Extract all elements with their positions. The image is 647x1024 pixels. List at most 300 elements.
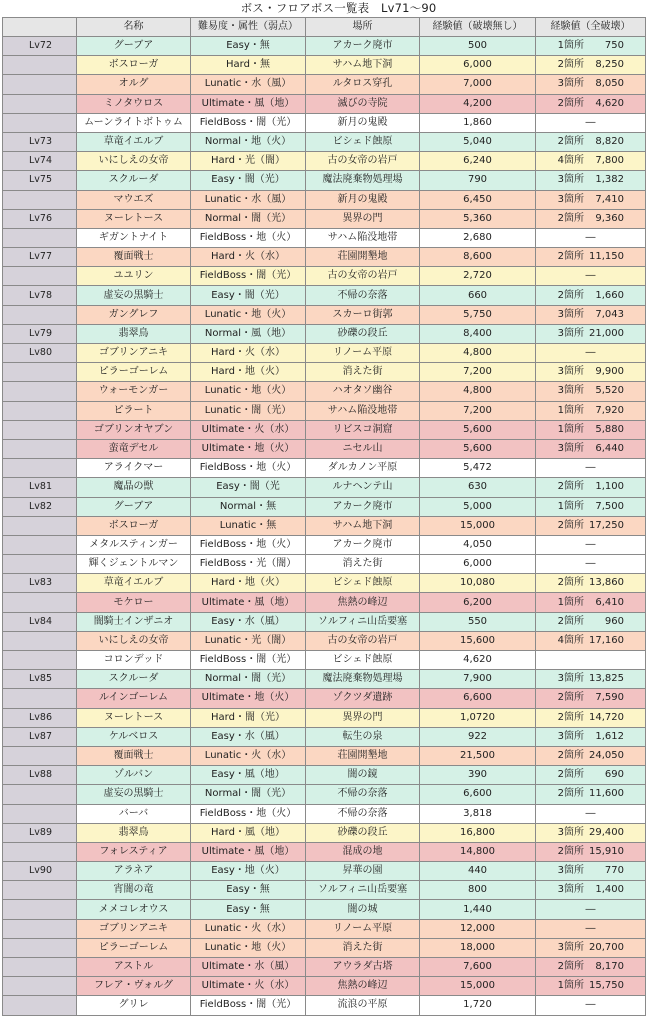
level-cell: Lv86	[3, 708, 77, 727]
xp-full-break-cell: ―	[536, 535, 646, 554]
table-row	[3, 670, 646, 689]
break-count: 2箇所	[557, 212, 584, 224]
break-count: 2箇所	[557, 788, 584, 800]
difficulty-cell: Ultimate・水（風）	[191, 958, 306, 977]
place-cell: アカーク廃市	[306, 535, 420, 554]
difficulty-cell: Lunatic・地（火）	[191, 305, 306, 324]
header-level	[3, 18, 77, 37]
level-cell	[3, 420, 77, 439]
table-row	[3, 94, 646, 113]
difficulty-cell: Lunatic・火（水）	[191, 746, 306, 765]
break-count: 3箇所	[557, 327, 584, 339]
xp-full-break-value: 8,170	[595, 961, 624, 973]
level-cell	[3, 919, 77, 938]
level-cell	[3, 958, 77, 977]
xp-no-break-cell: 6,000	[420, 555, 536, 574]
level-cell	[3, 689, 77, 708]
difficulty-cell: Lunatic・光（闇）	[191, 631, 306, 650]
difficulty-cell: Lunatic・地（火）	[191, 938, 306, 957]
break-count: 3箇所	[557, 308, 584, 320]
difficulty-cell: Ultimate・風（地）	[191, 94, 306, 113]
boss-name-cell: グーブア	[77, 497, 191, 516]
boss-name-cell: 闇騎士インザニオ	[77, 612, 191, 631]
xp-full-break-cell	[536, 439, 646, 458]
xp-full-break-value: 20,700	[589, 941, 624, 953]
place-cell: ビシェド蝕原	[306, 651, 420, 670]
xp-no-break-cell: 5,600	[420, 439, 536, 458]
boss-name-cell: グリレ	[77, 996, 191, 1015]
boss-name-cell: ギガントナイト	[77, 228, 191, 247]
level-cell: Lv81	[3, 478, 77, 497]
xp-full-break-cell	[536, 881, 646, 900]
table-row	[3, 555, 646, 574]
boss-name-cell: フォレスティア	[77, 842, 191, 861]
place-cell: 混成の地	[306, 842, 420, 861]
xp-no-break-cell: 5,600	[420, 420, 536, 439]
level-cell	[3, 363, 77, 382]
level-cell: Lv73	[3, 132, 77, 151]
difficulty-cell: Ultimate・地（火）	[191, 689, 306, 708]
xp-full-break-cell: ―	[536, 996, 646, 1015]
level-cell	[3, 228, 77, 247]
boss-name-cell: バーバ	[77, 804, 191, 823]
difficulty-cell: FieldBoss・地（火）	[191, 535, 306, 554]
boss-name-cell: ゴブリンアニキ	[77, 344, 191, 363]
table-row	[3, 727, 646, 746]
xp-no-break-cell: 15,000	[420, 516, 536, 535]
xp-full-break-cell	[536, 727, 646, 746]
xp-full-break-cell	[536, 56, 646, 75]
difficulty-cell: Ultimate・地（火）	[191, 439, 306, 458]
difficulty-cell: Hard・無	[191, 56, 306, 75]
place-cell: 消えた街	[306, 938, 420, 957]
place-cell: 新月の鬼殿	[306, 113, 420, 132]
difficulty-cell: Easy・闇（光	[191, 478, 306, 497]
table-row	[3, 37, 646, 56]
level-cell	[3, 75, 77, 94]
difficulty-cell: Lunatic・闇（光）	[191, 401, 306, 420]
table-row	[3, 171, 646, 190]
place-cell: 古の女帝の岩戸	[306, 152, 420, 171]
xp-full-break-cell	[536, 785, 646, 804]
table-row	[3, 305, 646, 324]
place-cell: 不帰の奈落	[306, 804, 420, 823]
xp-full-break-value: 29,400	[589, 826, 624, 838]
break-count: 3箇所	[557, 443, 584, 455]
xp-no-break-cell: 4,800	[420, 344, 536, 363]
difficulty-cell: Ultimate・風（地）	[191, 593, 306, 612]
break-count: 3箇所	[557, 193, 584, 205]
xp-no-break-cell: 390	[420, 766, 536, 785]
table-row	[3, 689, 646, 708]
xp-full-break-value: 5,880	[595, 423, 624, 435]
xp-no-break-cell: 922	[420, 727, 536, 746]
break-count: 3箇所	[557, 826, 584, 838]
xp-no-break-cell: 1,0720	[420, 708, 536, 727]
xp-no-break-cell: 5,040	[420, 132, 536, 151]
difficulty-cell: Easy・無	[191, 37, 306, 56]
level-cell: Lv89	[3, 823, 77, 842]
break-count: 2箇所	[557, 615, 584, 627]
xp-no-break-cell: 7,200	[420, 401, 536, 420]
table-row	[3, 56, 646, 75]
xp-full-break-cell	[536, 689, 646, 708]
header-xp-full-break: 経験値（全破壊）	[536, 18, 646, 37]
difficulty-cell: FieldBoss・闇（光）	[191, 267, 306, 286]
place-cell: ビシェド蝕原	[306, 132, 420, 151]
level-cell	[3, 516, 77, 535]
table-row	[3, 286, 646, 305]
level-cell	[3, 382, 77, 401]
table-row	[3, 190, 646, 209]
level-cell	[3, 651, 77, 670]
place-cell: 闇の鏡	[306, 766, 420, 785]
xp-full-break-cell: ―	[536, 900, 646, 919]
place-cell: 転生の泉	[306, 727, 420, 746]
break-count: 3箇所	[557, 884, 584, 896]
break-count: 3箇所	[557, 865, 584, 877]
table-row	[3, 708, 646, 727]
boss-name-cell: ユユリン	[77, 267, 191, 286]
table-row	[3, 574, 646, 593]
place-cell: 焦熱の峰辺	[306, 593, 420, 612]
xp-no-break-cell: 6,450	[420, 190, 536, 209]
level-cell	[3, 900, 77, 919]
xp-full-break-value: 9,900	[595, 366, 624, 378]
break-count: 3箇所	[557, 941, 584, 953]
level-cell: Lv87	[3, 727, 77, 746]
xp-full-break-value: 21,000	[589, 327, 624, 339]
xp-no-break-cell: 440	[420, 862, 536, 881]
boss-name-cell: 覆面戦士	[77, 746, 191, 765]
xp-full-break-value: 7,410	[595, 193, 624, 205]
table-row	[3, 938, 646, 957]
table-row	[3, 497, 646, 516]
table-row	[3, 996, 646, 1015]
xp-no-break-cell: 21,500	[420, 746, 536, 765]
table-row	[3, 977, 646, 996]
place-cell: 異界の門	[306, 209, 420, 228]
xp-full-break-cell	[536, 977, 646, 996]
level-cell: Lv83	[3, 574, 77, 593]
xp-full-break-value: 690	[604, 769, 624, 781]
place-cell: 流浪の平原	[306, 996, 420, 1015]
table-row	[3, 535, 646, 554]
xp-full-break-value: 5,520	[595, 385, 624, 397]
break-count: 2箇所	[557, 577, 584, 589]
xp-full-break-cell	[536, 938, 646, 957]
level-cell: Lv75	[3, 171, 77, 190]
table-row	[3, 900, 646, 919]
place-cell: サハム陥没地帯	[306, 228, 420, 247]
xp-full-break-value: 11,150	[589, 251, 624, 263]
break-count: 2箇所	[557, 750, 584, 762]
xp-full-break-value: 7,590	[595, 692, 624, 704]
xp-full-break-cell: ―	[536, 919, 646, 938]
place-cell: 魔法廃棄物処理場	[306, 670, 420, 689]
level-cell: Lv90	[3, 862, 77, 881]
difficulty-cell: Hard・地（火）	[191, 363, 306, 382]
xp-full-break-value: 8,250	[595, 59, 624, 71]
xp-full-break-cell	[536, 286, 646, 305]
boss-name-cell: 蛮竜デセル	[77, 439, 191, 458]
header-difficulty: 難易度・属性（弱点）	[191, 18, 306, 37]
xp-full-break-value: 15,750	[589, 980, 624, 992]
place-cell: アカーク廃市	[306, 497, 420, 516]
boss-name-cell: ウォーモンガー	[77, 382, 191, 401]
xp-full-break-value: 1,660	[595, 289, 624, 301]
level-cell	[3, 267, 77, 286]
boss-name-cell: 虚妄の黒騎士	[77, 286, 191, 305]
xp-no-break-cell: 14,800	[420, 842, 536, 861]
break-count: 2箇所	[557, 481, 584, 493]
level-cell: Lv85	[3, 670, 77, 689]
xp-full-break-cell	[536, 631, 646, 650]
level-cell: Lv88	[3, 766, 77, 785]
place-cell: サハム地下洞	[306, 56, 420, 75]
place-cell: 不帰の奈落	[306, 785, 420, 804]
level-cell	[3, 938, 77, 957]
xp-full-break-cell: ―	[536, 804, 646, 823]
difficulty-cell: Normal・無	[191, 497, 306, 516]
break-count: 4箇所	[557, 634, 584, 646]
xp-full-break-cell	[536, 958, 646, 977]
place-cell: ルタロス穿孔	[306, 75, 420, 94]
break-count: 1箇所	[557, 500, 584, 512]
break-count: 2箇所	[557, 59, 584, 71]
xp-full-break-value: 1,612	[595, 730, 624, 742]
xp-no-break-cell: 15,000	[420, 977, 536, 996]
page-title: ボス・フロアボス一覧表 Lv71〜90	[240, 1, 437, 15]
difficulty-cell: FieldBoss・闇（光）	[191, 651, 306, 670]
boss-name-cell: ムーンライトボトゥム	[77, 113, 191, 132]
difficulty-cell: Hard・火（水）	[191, 344, 306, 363]
xp-no-break-cell: 7,000	[420, 75, 536, 94]
break-count: 2箇所	[557, 97, 584, 109]
boss-name-cell: アラネア	[77, 862, 191, 881]
xp-no-break-cell: 5,750	[420, 305, 536, 324]
break-count: 3箇所	[557, 78, 584, 90]
place-cell: リビスコ洞窟	[306, 420, 420, 439]
boss-name-cell: 草竜イエルブ	[77, 574, 191, 593]
place-cell: アウラダ古塔	[306, 958, 420, 977]
level-cell	[3, 593, 77, 612]
table-row	[3, 516, 646, 535]
difficulty-cell: Normal・闇（光）	[191, 785, 306, 804]
table-row	[3, 132, 646, 151]
table-row	[3, 881, 646, 900]
xp-no-break-cell: 4,200	[420, 94, 536, 113]
xp-full-break-cell	[536, 190, 646, 209]
difficulty-cell: Easy・闇（光）	[191, 286, 306, 305]
boss-name-cell: ピラーゴーレム	[77, 363, 191, 382]
xp-no-break-cell: 15,600	[420, 631, 536, 650]
difficulty-cell: Lunatic・地（火）	[191, 382, 306, 401]
table-row	[3, 919, 646, 938]
table-row	[3, 958, 646, 977]
difficulty-cell: Lunatic・火（水）	[191, 919, 306, 938]
break-count: 3箇所	[557, 366, 584, 378]
boss-name-cell: ルインゴーレム	[77, 689, 191, 708]
place-cell: サハム地下洞	[306, 516, 420, 535]
break-count: 2箇所	[557, 845, 584, 857]
table-header-row	[3, 18, 646, 37]
break-count: 2箇所	[557, 711, 584, 723]
difficulty-cell: Easy・無	[191, 881, 306, 900]
break-count: 1箇所	[557, 596, 584, 608]
boss-name-cell: 翡翠鳥	[77, 823, 191, 842]
xp-full-break-cell: ―	[536, 459, 646, 478]
xp-no-break-cell: 6,600	[420, 785, 536, 804]
boss-name-cell: 草竜イエルブ	[77, 132, 191, 151]
level-cell	[3, 113, 77, 132]
header-place: 場所	[306, 18, 420, 37]
table-row	[3, 228, 646, 247]
place-cell: ソルフィニ山岳要塞	[306, 612, 420, 631]
table-row	[3, 267, 646, 286]
boss-name-cell: マウエズ	[77, 190, 191, 209]
place-cell: 滅びの寺院	[306, 94, 420, 113]
place-cell: 魔法廃棄物処理場	[306, 171, 420, 190]
boss-name-cell: ボスローガ	[77, 56, 191, 75]
boss-name-cell: ボスローガ	[77, 516, 191, 535]
xp-no-break-cell: 2,680	[420, 228, 536, 247]
boss-name-cell: ゴブリンオヤブン	[77, 420, 191, 439]
xp-full-break-cell	[536, 766, 646, 785]
xp-full-break-value: 7,920	[595, 404, 624, 416]
boss-name-cell: 覆面戦士	[77, 248, 191, 267]
break-count: 3箇所	[557, 385, 584, 397]
difficulty-cell: FieldBoss・地（火）	[191, 804, 306, 823]
table-row	[3, 382, 646, 401]
xp-full-break-value: 7,800	[595, 155, 624, 167]
place-cell: 消えた街	[306, 363, 420, 382]
break-count: 3箇所	[557, 174, 584, 186]
break-count: 1箇所	[557, 423, 584, 435]
xp-no-break-cell: 4,620	[420, 651, 536, 670]
boss-name-cell: オルグ	[77, 75, 191, 94]
table-row	[3, 75, 646, 94]
place-cell: スカーロ街郭	[306, 305, 420, 324]
xp-full-break-cell	[536, 248, 646, 267]
level-cell	[3, 459, 77, 478]
xp-full-break-value: 17,250	[589, 519, 624, 531]
break-count: 2箇所	[557, 769, 584, 781]
xp-full-break-cell: ―	[536, 113, 646, 132]
place-cell: ハオタソ幽谷	[306, 382, 420, 401]
boss-name-cell: コロンデッド	[77, 651, 191, 670]
place-cell: ビシェド蝕原	[306, 574, 420, 593]
xp-full-break-value: 6,410	[595, 596, 624, 608]
xp-full-break-cell	[536, 37, 646, 56]
level-cell: Lv84	[3, 612, 77, 631]
xp-no-break-cell: 660	[420, 286, 536, 305]
difficulty-cell: FieldBoss・地（火）	[191, 459, 306, 478]
break-count: 1箇所	[557, 980, 584, 992]
break-count: 3箇所	[557, 673, 584, 685]
xp-full-break-cell	[536, 171, 646, 190]
level-cell: Lv76	[3, 209, 77, 228]
xp-full-break-cell	[536, 324, 646, 343]
xp-full-break-value: 15,910	[589, 845, 624, 857]
xp-full-break-value: 13,860	[589, 577, 624, 589]
table-row	[3, 804, 646, 823]
xp-full-break-cell	[536, 401, 646, 420]
level-cell	[3, 305, 77, 324]
xp-full-break-cell	[536, 94, 646, 113]
level-cell	[3, 977, 77, 996]
difficulty-cell: Normal・闇（光）	[191, 670, 306, 689]
boss-table	[2, 17, 646, 1016]
difficulty-cell: Hard・光（闇）	[191, 152, 306, 171]
place-cell: 異界の門	[306, 708, 420, 727]
level-cell: Lv74	[3, 152, 77, 171]
xp-full-break-cell	[536, 612, 646, 631]
difficulty-cell: Normal・地（火）	[191, 132, 306, 151]
boss-name-cell: ゴブリンアニキ	[77, 919, 191, 938]
xp-no-break-cell: 10,080	[420, 574, 536, 593]
difficulty-cell: Hard・闇（光）	[191, 708, 306, 727]
boss-name-cell: ゾルバン	[77, 766, 191, 785]
boss-name-cell: メメコレオウス	[77, 900, 191, 919]
place-cell: ゾクツダ遺跡	[306, 689, 420, 708]
boss-name-cell: スクルーダ	[77, 171, 191, 190]
level-cell	[3, 746, 77, 765]
xp-full-break-cell	[536, 363, 646, 382]
place-cell: ソルフィニ山岳要塞	[306, 881, 420, 900]
xp-no-break-cell: 630	[420, 478, 536, 497]
place-cell: 闇の城	[306, 900, 420, 919]
difficulty-cell: Hard・風（地）	[191, 823, 306, 842]
boss-name-cell: 翡翠鳥	[77, 324, 191, 343]
xp-full-break-cell	[536, 132, 646, 151]
xp-full-break-value: 7,043	[595, 308, 624, 320]
xp-no-break-cell: 1,720	[420, 996, 536, 1015]
xp-full-break-value: 7,500	[595, 500, 624, 512]
place-cell: リノーム平原	[306, 919, 420, 938]
xp-no-break-cell: 4,050	[420, 535, 536, 554]
difficulty-cell: FieldBoss・光（闇）	[191, 555, 306, 574]
xp-full-break-cell	[536, 708, 646, 727]
xp-full-break-value: 4,620	[595, 97, 624, 109]
xp-full-break-cell	[536, 497, 646, 516]
xp-no-break-cell: 790	[420, 171, 536, 190]
table-row	[3, 593, 646, 612]
place-cell: アカーク廃市	[306, 37, 420, 56]
difficulty-cell: Normal・風（地）	[191, 324, 306, 343]
table-row	[3, 439, 646, 458]
break-count: 2箇所	[557, 961, 584, 973]
xp-no-break-cell: 7,200	[420, 363, 536, 382]
difficulty-cell: Lunatic・無	[191, 516, 306, 535]
boss-name-cell: ヌーレトース	[77, 708, 191, 727]
level-cell: Lv77	[3, 248, 77, 267]
xp-full-break-cell	[536, 420, 646, 439]
boss-name-cell: いにしえの女帝	[77, 631, 191, 650]
table-row	[3, 785, 646, 804]
boss-name-cell: ピラート	[77, 401, 191, 420]
level-cell	[3, 439, 77, 458]
level-cell	[3, 56, 77, 75]
xp-no-break-cell: 6,240	[420, 152, 536, 171]
difficulty-cell: FieldBoss・地（火）	[191, 228, 306, 247]
boss-name-cell: いにしえの女帝	[77, 152, 191, 171]
xp-full-break-cell	[536, 478, 646, 497]
place-cell: 荘園開墾地	[306, 746, 420, 765]
break-count: 2箇所	[557, 692, 584, 704]
break-count: 3箇所	[557, 730, 584, 742]
header-name: 名称	[77, 18, 191, 37]
